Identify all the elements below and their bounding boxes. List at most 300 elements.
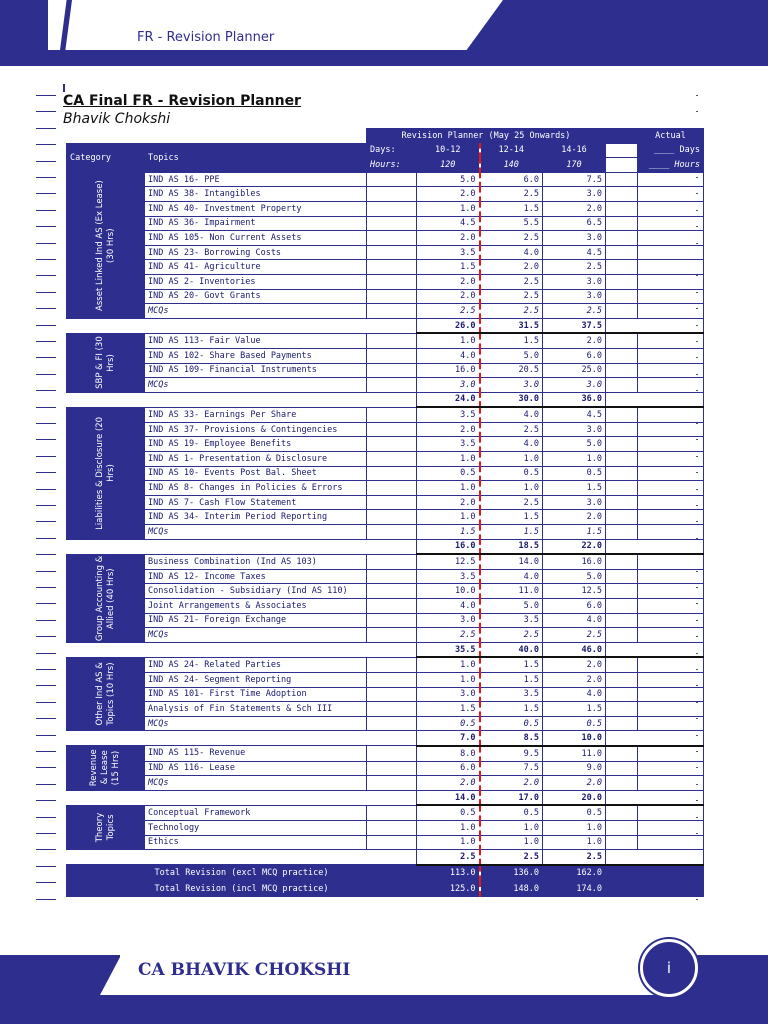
value-cell: 2.5 <box>480 231 543 246</box>
value-cell: 2.5 <box>417 304 480 319</box>
total-value: 36.0 <box>543 392 606 407</box>
actual-blank <box>606 158 638 173</box>
footer-band <box>0 994 768 1024</box>
hours-input-cell[interactable] <box>367 216 417 231</box>
actual-blank <box>606 702 638 717</box>
total-spacer <box>67 392 417 407</box>
category-label: Liabilities & Disclosure (20 Hrs) <box>94 416 116 530</box>
value-cell: 4.0 <box>417 599 480 614</box>
actual-blank <box>606 452 638 467</box>
hours-input-cell[interactable] <box>367 525 417 540</box>
total-value: 20.0 <box>543 790 606 805</box>
total-value: 17.0 <box>480 790 543 805</box>
hours-input-cell[interactable] <box>367 776 417 791</box>
category-label: Asset Linked Ind AS (Ex Lease) (30 Hrs) <box>94 179 116 311</box>
margin-line <box>36 144 56 145</box>
category-cell <box>67 805 145 849</box>
value-cell: 3.0 <box>543 378 606 393</box>
actual-input-cell[interactable] <box>638 481 704 496</box>
category-cell <box>67 746 145 790</box>
table-row <box>67 820 704 835</box>
table-row <box>67 452 704 467</box>
actual-spacer <box>606 129 638 144</box>
total-spacer <box>67 539 417 554</box>
hours-input-cell[interactable] <box>367 554 417 569</box>
hours-input-cell[interactable] <box>367 289 417 304</box>
topic-cell: IND AS 10- Events Post Bal. Sheet <box>145 466 367 481</box>
hours-input-cell[interactable] <box>367 201 417 216</box>
margin-line <box>36 95 56 96</box>
hours-input-cell[interactable] <box>367 422 417 437</box>
actual-input-cell[interactable] <box>638 613 704 628</box>
hours-input-cell[interactable] <box>367 304 417 319</box>
actual-input-cell[interactable] <box>638 525 704 540</box>
topic-cell: IND AS 113- Fair Value <box>145 333 367 348</box>
hours-input-cell[interactable] <box>367 672 417 687</box>
hours-input-cell[interactable] <box>367 820 417 835</box>
actual-blank <box>606 569 638 584</box>
topic-cell: MCQs <box>145 378 367 393</box>
value-cell: 12.5 <box>543 584 606 599</box>
value-cell: 3.5 <box>417 569 480 584</box>
value-cell: 2.0 <box>417 422 480 437</box>
day-range-1: 10-12 <box>417 143 480 158</box>
margin-line <box>36 259 56 260</box>
value-cell: 2.5 <box>543 628 606 643</box>
total-value: 8.5 <box>480 731 543 746</box>
margin-line <box>36 653 56 654</box>
actual-input-cell[interactable] <box>638 510 704 525</box>
actual-blank <box>606 187 638 202</box>
actual-input-cell[interactable] <box>638 805 704 820</box>
value-cell: 4.0 <box>480 437 543 452</box>
margin-line <box>36 325 56 326</box>
hours-input-cell[interactable] <box>367 510 417 525</box>
hours-input-cell[interactable] <box>367 231 417 246</box>
table-row <box>67 172 704 187</box>
total-actual <box>606 850 704 865</box>
actual-blank <box>606 466 638 481</box>
value-cell: 1.5 <box>543 702 606 717</box>
table-row <box>67 702 704 717</box>
margin-line <box>36 685 56 686</box>
value-cell: 6.0 <box>417 761 480 776</box>
hours-input-cell[interactable] <box>367 187 417 202</box>
total-row <box>67 392 704 407</box>
total-row <box>67 318 704 333</box>
value-cell: 3.5 <box>417 245 480 260</box>
grand-actual <box>638 881 704 897</box>
grand-total-value: 148.0 <box>480 881 543 897</box>
value-cell: 2.0 <box>417 776 480 791</box>
value-cell: 1.5 <box>480 657 543 672</box>
value-cell: 2.5 <box>480 628 543 643</box>
value-cell: 3.0 <box>543 231 606 246</box>
topic-cell: MCQs <box>145 776 367 791</box>
actual-input-cell[interactable] <box>638 274 704 289</box>
actual-input-cell[interactable] <box>638 260 704 275</box>
margin-tick <box>696 111 698 112</box>
margin-line <box>36 767 56 768</box>
actual-blank <box>606 805 638 820</box>
total-value: 37.5 <box>543 318 606 333</box>
table-row <box>67 260 704 275</box>
topic-cell: IND AS 116- Lease <box>145 761 367 776</box>
actual-input-cell[interactable] <box>638 466 704 481</box>
margin-line <box>36 161 56 162</box>
hours-input-cell[interactable] <box>367 599 417 614</box>
topic-cell: Technology <box>145 820 367 835</box>
actual-blank <box>606 172 638 187</box>
total-row <box>67 642 704 657</box>
hours-input-cell[interactable] <box>367 495 417 510</box>
total-row <box>67 731 704 746</box>
margin-line <box>36 571 56 572</box>
value-cell: 1.0 <box>480 452 543 467</box>
topic-cell: Joint Arrangements & Associates <box>145 599 367 614</box>
actual-blank <box>606 672 638 687</box>
margin-line <box>36 620 56 621</box>
margin-tick <box>696 899 698 900</box>
margin-line <box>36 833 56 834</box>
table-row <box>67 628 704 643</box>
actual-input-cell[interactable] <box>638 628 704 643</box>
margin-line <box>36 275 56 276</box>
topic-cell: IND AS 40- Investment Property <box>145 201 367 216</box>
hours-input-cell[interactable] <box>367 657 417 672</box>
value-cell: 2.5 <box>480 289 543 304</box>
value-cell: 8.0 <box>417 746 480 761</box>
margin-line <box>36 587 56 588</box>
grand-total-value: 174.0 <box>543 881 606 897</box>
actual-input-cell[interactable] <box>638 172 704 187</box>
actual-input-cell[interactable] <box>638 422 704 437</box>
actual-input-cell[interactable] <box>638 746 704 761</box>
actual-blank <box>606 613 638 628</box>
actual-input-cell[interactable] <box>638 348 704 363</box>
value-cell: 1.0 <box>543 452 606 467</box>
value-cell: 0.5 <box>480 805 543 820</box>
day-range-3: 14-16 <box>543 143 606 158</box>
hours-input-cell[interactable] <box>367 716 417 731</box>
actual-blank <box>606 554 638 569</box>
topic-cell: IND AS 2- Inventories <box>145 274 367 289</box>
value-cell: 3.5 <box>417 407 480 422</box>
plan-header: Revision Planner (May 25 Onwards) <box>367 129 606 144</box>
margin-line <box>36 390 56 391</box>
margin-line <box>36 669 56 670</box>
revision-planner-table <box>66 128 704 897</box>
actual-blank <box>606 776 638 791</box>
value-cell: 1.0 <box>480 481 543 496</box>
value-cell: 10.0 <box>417 584 480 599</box>
value-cell: 1.5 <box>417 702 480 717</box>
value-cell: 3.0 <box>543 495 606 510</box>
table-row <box>67 569 704 584</box>
hours-input-cell[interactable] <box>367 363 417 378</box>
topic-cell: IND AS 20- Govt Grants <box>145 289 367 304</box>
actual-input-cell[interactable] <box>638 687 704 702</box>
total-value: 10.0 <box>543 731 606 746</box>
actual-input-cell[interactable] <box>638 820 704 835</box>
table-row <box>67 378 704 393</box>
hours-input-cell[interactable] <box>367 245 417 260</box>
topic-cell: IND AS 16- PPE <box>145 172 367 187</box>
value-cell: 1.5 <box>480 201 543 216</box>
actual-blank <box>606 333 638 348</box>
topic-cell: IND AS 37- Provisions & Contingencies <box>145 422 367 437</box>
hours-input-cell[interactable] <box>367 466 417 481</box>
value-cell: 12.5 <box>417 554 480 569</box>
value-cell: 0.5 <box>480 716 543 731</box>
value-cell: 1.0 <box>417 452 480 467</box>
hours-input-cell[interactable] <box>367 172 417 187</box>
day-range-2: 12-14 <box>480 143 543 158</box>
info-badge-icon: i <box>640 939 698 997</box>
topic-cell: IND AS 34- Interim Period Reporting <box>145 510 367 525</box>
hours-input-cell[interactable] <box>367 805 417 820</box>
category-label: Group Accounting & Allied (40 Hrs) <box>94 555 116 641</box>
topic-cell: MCQs <box>145 525 367 540</box>
value-cell: 1.0 <box>480 835 543 850</box>
total-spacer <box>67 790 417 805</box>
value-cell: 4.0 <box>480 245 543 260</box>
topic-cell: IND AS 109- Financial Instruments <box>145 363 367 378</box>
hours-input-cell[interactable] <box>367 274 417 289</box>
hours-input-cell[interactable] <box>367 407 417 422</box>
value-cell: 0.5 <box>480 466 543 481</box>
value-cell: 1.5 <box>480 333 543 348</box>
table-row <box>67 761 704 776</box>
value-cell: 2.0 <box>543 510 606 525</box>
actual-input-cell[interactable] <box>638 554 704 569</box>
margin-line <box>36 603 56 604</box>
actual-input-cell[interactable] <box>638 702 704 717</box>
topic-cell: IND AS 101- First Time Adoption <box>145 687 367 702</box>
margin-line <box>36 702 56 703</box>
actual-header: Actual <box>638 129 704 144</box>
total-value: 2.5 <box>480 850 543 865</box>
actual-input-cell[interactable] <box>638 599 704 614</box>
value-cell: 20.5 <box>480 363 543 378</box>
actual-blank <box>606 687 638 702</box>
hours-input-cell[interactable] <box>367 452 417 467</box>
table-row <box>67 407 704 422</box>
hours-input-cell[interactable] <box>367 260 417 275</box>
margin-line <box>36 357 56 358</box>
hours-input-cell[interactable] <box>367 761 417 776</box>
value-cell: 3.0 <box>543 289 606 304</box>
actual-blank <box>606 746 638 761</box>
actual-blank <box>606 584 638 599</box>
value-cell: 2.5 <box>543 260 606 275</box>
table-row <box>67 187 704 202</box>
value-cell: 1.5 <box>480 702 543 717</box>
actual-input-cell[interactable] <box>638 378 704 393</box>
grand-total-label: Total Revision (excl MCQ practice) <box>67 865 417 881</box>
hours-input-cell[interactable] <box>367 835 417 850</box>
total-row <box>67 850 704 865</box>
actual-hours: ____ Hours <box>638 158 704 173</box>
actual-input-cell[interactable] <box>638 657 704 672</box>
footer-name: CA BHAVIK CHOKSHI <box>138 960 351 980</box>
total-value: 22.0 <box>543 539 606 554</box>
actual-blank <box>606 260 638 275</box>
topic-cell: MCQs <box>145 304 367 319</box>
actual-input-cell[interactable] <box>638 407 704 422</box>
value-cell: 2.0 <box>480 776 543 791</box>
hours-input-cell[interactable] <box>367 702 417 717</box>
hours-input-cell[interactable] <box>367 348 417 363</box>
table-row <box>67 657 704 672</box>
grand-actual-blank <box>606 865 638 881</box>
value-cell: 1.5 <box>480 525 543 540</box>
category-cell <box>67 407 145 539</box>
actual-blank <box>606 216 638 231</box>
value-cell: 2.0 <box>480 260 543 275</box>
grand-total-label: Total Revision (incl MCQ practice) <box>67 881 417 897</box>
total-value: 35.5 <box>417 642 480 657</box>
value-cell: 0.5 <box>417 805 480 820</box>
value-cell: 0.5 <box>543 466 606 481</box>
topic-cell: IND AS 36- Impairment <box>145 216 367 231</box>
actual-input-cell[interactable] <box>638 333 704 348</box>
hours-input-cell[interactable] <box>367 746 417 761</box>
hours-input-cell[interactable] <box>367 437 417 452</box>
total-actual <box>606 731 704 746</box>
grand-actual-blank <box>606 881 638 897</box>
margin-line <box>36 407 56 408</box>
value-cell: 2.5 <box>480 304 543 319</box>
total-value: 2.5 <box>417 850 480 865</box>
value-cell: 1.5 <box>543 525 606 540</box>
table-row <box>67 716 704 731</box>
hours-2: 140 <box>480 158 543 173</box>
actual-input-cell[interactable] <box>638 289 704 304</box>
hours-input-cell[interactable] <box>367 333 417 348</box>
margin-line <box>36 439 56 440</box>
margin-line <box>36 505 56 506</box>
margin-line <box>36 636 56 637</box>
hours-3: 170 <box>543 158 606 173</box>
margin-line <box>36 751 56 752</box>
total-value: 7.0 <box>417 731 480 746</box>
topic-cell: IND AS 41- Agriculture <box>145 260 367 275</box>
value-cell: 4.5 <box>417 216 480 231</box>
hours-input-cell[interactable] <box>367 613 417 628</box>
margin-line <box>36 423 56 424</box>
actual-input-cell[interactable] <box>638 495 704 510</box>
margin-line <box>36 718 56 719</box>
value-cell: 11.0 <box>480 584 543 599</box>
table-row <box>67 437 704 452</box>
actual-input-cell[interactable] <box>638 187 704 202</box>
actual-blank <box>606 231 638 246</box>
actual-input-cell[interactable] <box>638 569 704 584</box>
actual-input-cell[interactable] <box>638 716 704 731</box>
value-cell: 2.5 <box>480 422 543 437</box>
hours-input-cell[interactable] <box>367 584 417 599</box>
actual-input-cell[interactable] <box>638 304 704 319</box>
topic-cell: IND AS 12- Income Taxes <box>145 569 367 584</box>
actual-input-cell[interactable] <box>638 584 704 599</box>
value-cell: 0.5 <box>417 716 480 731</box>
actual-input-cell[interactable] <box>638 363 704 378</box>
value-cell: 1.0 <box>480 820 543 835</box>
topic-cell: Business Combination (Ind AS 103) <box>145 554 367 569</box>
hours-input-cell[interactable] <box>367 481 417 496</box>
total-value: 30.0 <box>480 392 543 407</box>
actual-blank <box>606 201 638 216</box>
value-cell: 7.5 <box>480 761 543 776</box>
grand-total-value: 125.0 <box>417 881 480 897</box>
actual-input-cell[interactable] <box>638 231 704 246</box>
margin-tick <box>696 95 698 96</box>
value-cell: 4.0 <box>543 687 606 702</box>
table-row <box>67 554 704 569</box>
value-cell: 25.0 <box>543 363 606 378</box>
actual-input-cell[interactable] <box>638 761 704 776</box>
actual-blank <box>606 599 638 614</box>
topic-cell: IND AS 21- Foreign Exchange <box>145 613 367 628</box>
grand-total-value: 113.0 <box>417 865 480 881</box>
topic-cell: IND AS 19- Employee Benefits <box>145 437 367 452</box>
total-actual <box>606 790 704 805</box>
actual-input-cell[interactable] <box>638 216 704 231</box>
value-cell: 3.0 <box>543 274 606 289</box>
value-cell: 5.5 <box>480 216 543 231</box>
hours-input-cell[interactable] <box>367 687 417 702</box>
total-row <box>67 790 704 805</box>
topic-cell: IND AS 23- Borrowing Costs <box>145 245 367 260</box>
actual-input-cell[interactable] <box>638 201 704 216</box>
value-cell: 1.0 <box>543 835 606 850</box>
actual-input-cell[interactable] <box>638 835 704 850</box>
actual-blank <box>606 304 638 319</box>
category-label: Revenue & Lease (15 Hrs) <box>89 749 121 787</box>
actual-blank <box>606 510 638 525</box>
value-cell: 5.0 <box>417 172 480 187</box>
total-actual <box>606 539 704 554</box>
hours-input-cell[interactable] <box>367 628 417 643</box>
table-row <box>67 525 704 540</box>
category-cell <box>67 554 145 642</box>
category-header: Category <box>67 143 145 172</box>
topic-cell: IND AS 24- Segment Reporting <box>145 672 367 687</box>
topic-cell: IND AS 24- Related Parties <box>145 657 367 672</box>
topic-cell: MCQs <box>145 716 367 731</box>
actual-input-cell[interactable] <box>638 452 704 467</box>
hours-input-cell[interactable] <box>367 569 417 584</box>
actual-blank <box>606 820 638 835</box>
table-row <box>67 510 704 525</box>
value-cell: 2.5 <box>417 628 480 643</box>
actual-input-cell[interactable] <box>638 776 704 791</box>
hours-input-cell[interactable] <box>367 378 417 393</box>
grand-total-value: 136.0 <box>480 865 543 881</box>
margin-line <box>36 193 56 194</box>
value-cell: 2.0 <box>543 672 606 687</box>
total-value: 2.5 <box>543 850 606 865</box>
actual-input-cell[interactable] <box>638 672 704 687</box>
actual-input-cell[interactable] <box>638 245 704 260</box>
value-cell: 2.0 <box>417 289 480 304</box>
value-cell: 2.5 <box>480 187 543 202</box>
margin-line <box>36 341 56 342</box>
value-cell: 6.0 <box>543 348 606 363</box>
value-cell: 3.0 <box>480 378 543 393</box>
actual-input-cell[interactable] <box>638 437 704 452</box>
